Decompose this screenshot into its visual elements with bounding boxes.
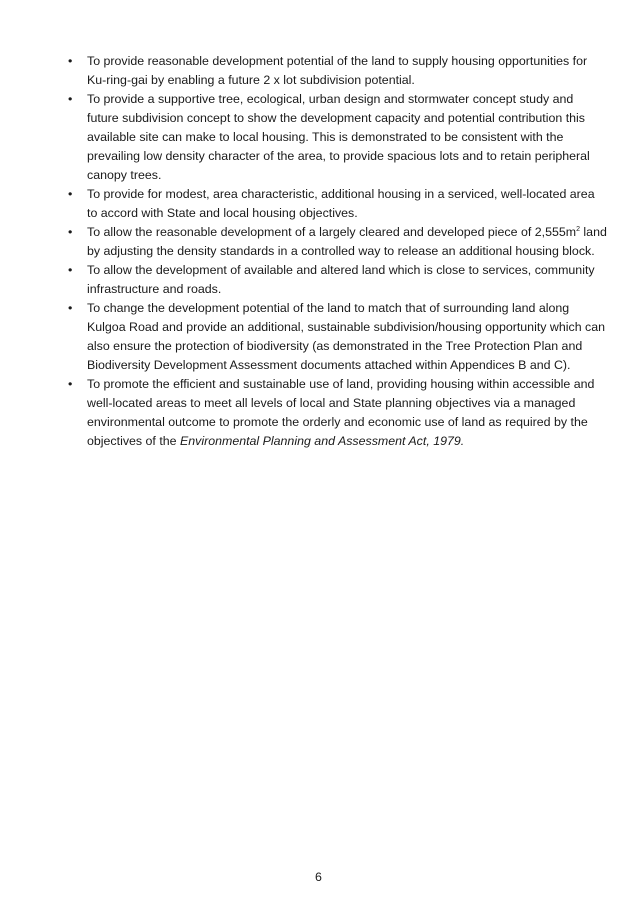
bullet-icon: • — [68, 263, 73, 277]
text-line: prevailing low density character of the area, to provide spacious lots and to retain peripheral — [87, 149, 590, 163]
bullet-icon: • — [68, 377, 73, 391]
text-line: to accord with State and local housing objectives. — [87, 206, 358, 220]
text-line: well-located areas to meet all levels of local and State planning objectives via a managed — [87, 396, 576, 410]
text-line: To promote the efficient and sustainable use of land, providing housing within accessible and — [87, 377, 595, 391]
bullet-icon: • — [68, 92, 73, 106]
list-item — [68, 261, 595, 299]
text-line: To change the development potential of the land to match that of surrounding land along — [87, 301, 570, 315]
bullet-icon: • — [68, 54, 73, 68]
bullet-icon: • — [68, 187, 73, 201]
text-line — [87, 223, 607, 242]
bullet-icon: • — [68, 225, 73, 239]
list-item — [68, 52, 588, 90]
text-line: Ku-ring-gai by enabling a future 2 x lot subdivision potential. — [87, 73, 415, 87]
list-item — [68, 185, 595, 223]
bullet-icon: • — [68, 301, 73, 315]
text-segment: land — [579, 225, 607, 239]
text-line: Biodiversity Development Assessment documents attached within Appendices B and C). — [87, 358, 571, 372]
text-line: To provide for modest, area characteristic, additional housing in a serviced, well-located area — [87, 187, 595, 201]
text-segment: To allow the reasonable development of a largely cleared and developed piece of 2,555m — [87, 225, 577, 239]
text-line: available site can make to local housing. This is demonstrated to be consistent with the — [87, 130, 564, 144]
text-line: infrastructure and roads. — [87, 282, 222, 296]
text-line: also ensure the protection of biodiversity (as demonstrated in the Tree Protection Plan and — [87, 339, 583, 353]
list-item — [68, 375, 595, 451]
text-line: To provide reasonable development potential of the land to supply housing opportunities for — [87, 54, 588, 68]
text-segment: objectives of the — [87, 434, 180, 448]
list-item — [68, 223, 607, 261]
text-line: To allow the development of available and altered land which is close to services, community — [87, 263, 595, 277]
text-line: To provide a supportive tree, ecological, urban design and stormwater concept study and — [87, 92, 574, 106]
text-line: canopy trees. — [87, 168, 162, 182]
page-number: 6 — [315, 870, 322, 884]
text-line: by adjusting the density standards in a controlled way to release an additional housing block. — [87, 244, 595, 258]
superscript: 2 — [576, 226, 580, 233]
text-line: future subdivision concept to show the development capacity and potential contribution this — [87, 111, 585, 125]
text-line — [87, 432, 588, 451]
text-line: Kulgoa Road and provide an additional, sustainable subdivision/housing opportunity which can — [87, 320, 606, 334]
act-title: Environmental Planning and Assessment Act, 1979. — [179, 434, 465, 448]
list-item — [68, 90, 588, 185]
list-item — [68, 299, 606, 375]
text-line: environmental outcome to promote the orderly and economic use of land as required by the — [87, 415, 588, 429]
objectives-list — [68, 52, 607, 451]
